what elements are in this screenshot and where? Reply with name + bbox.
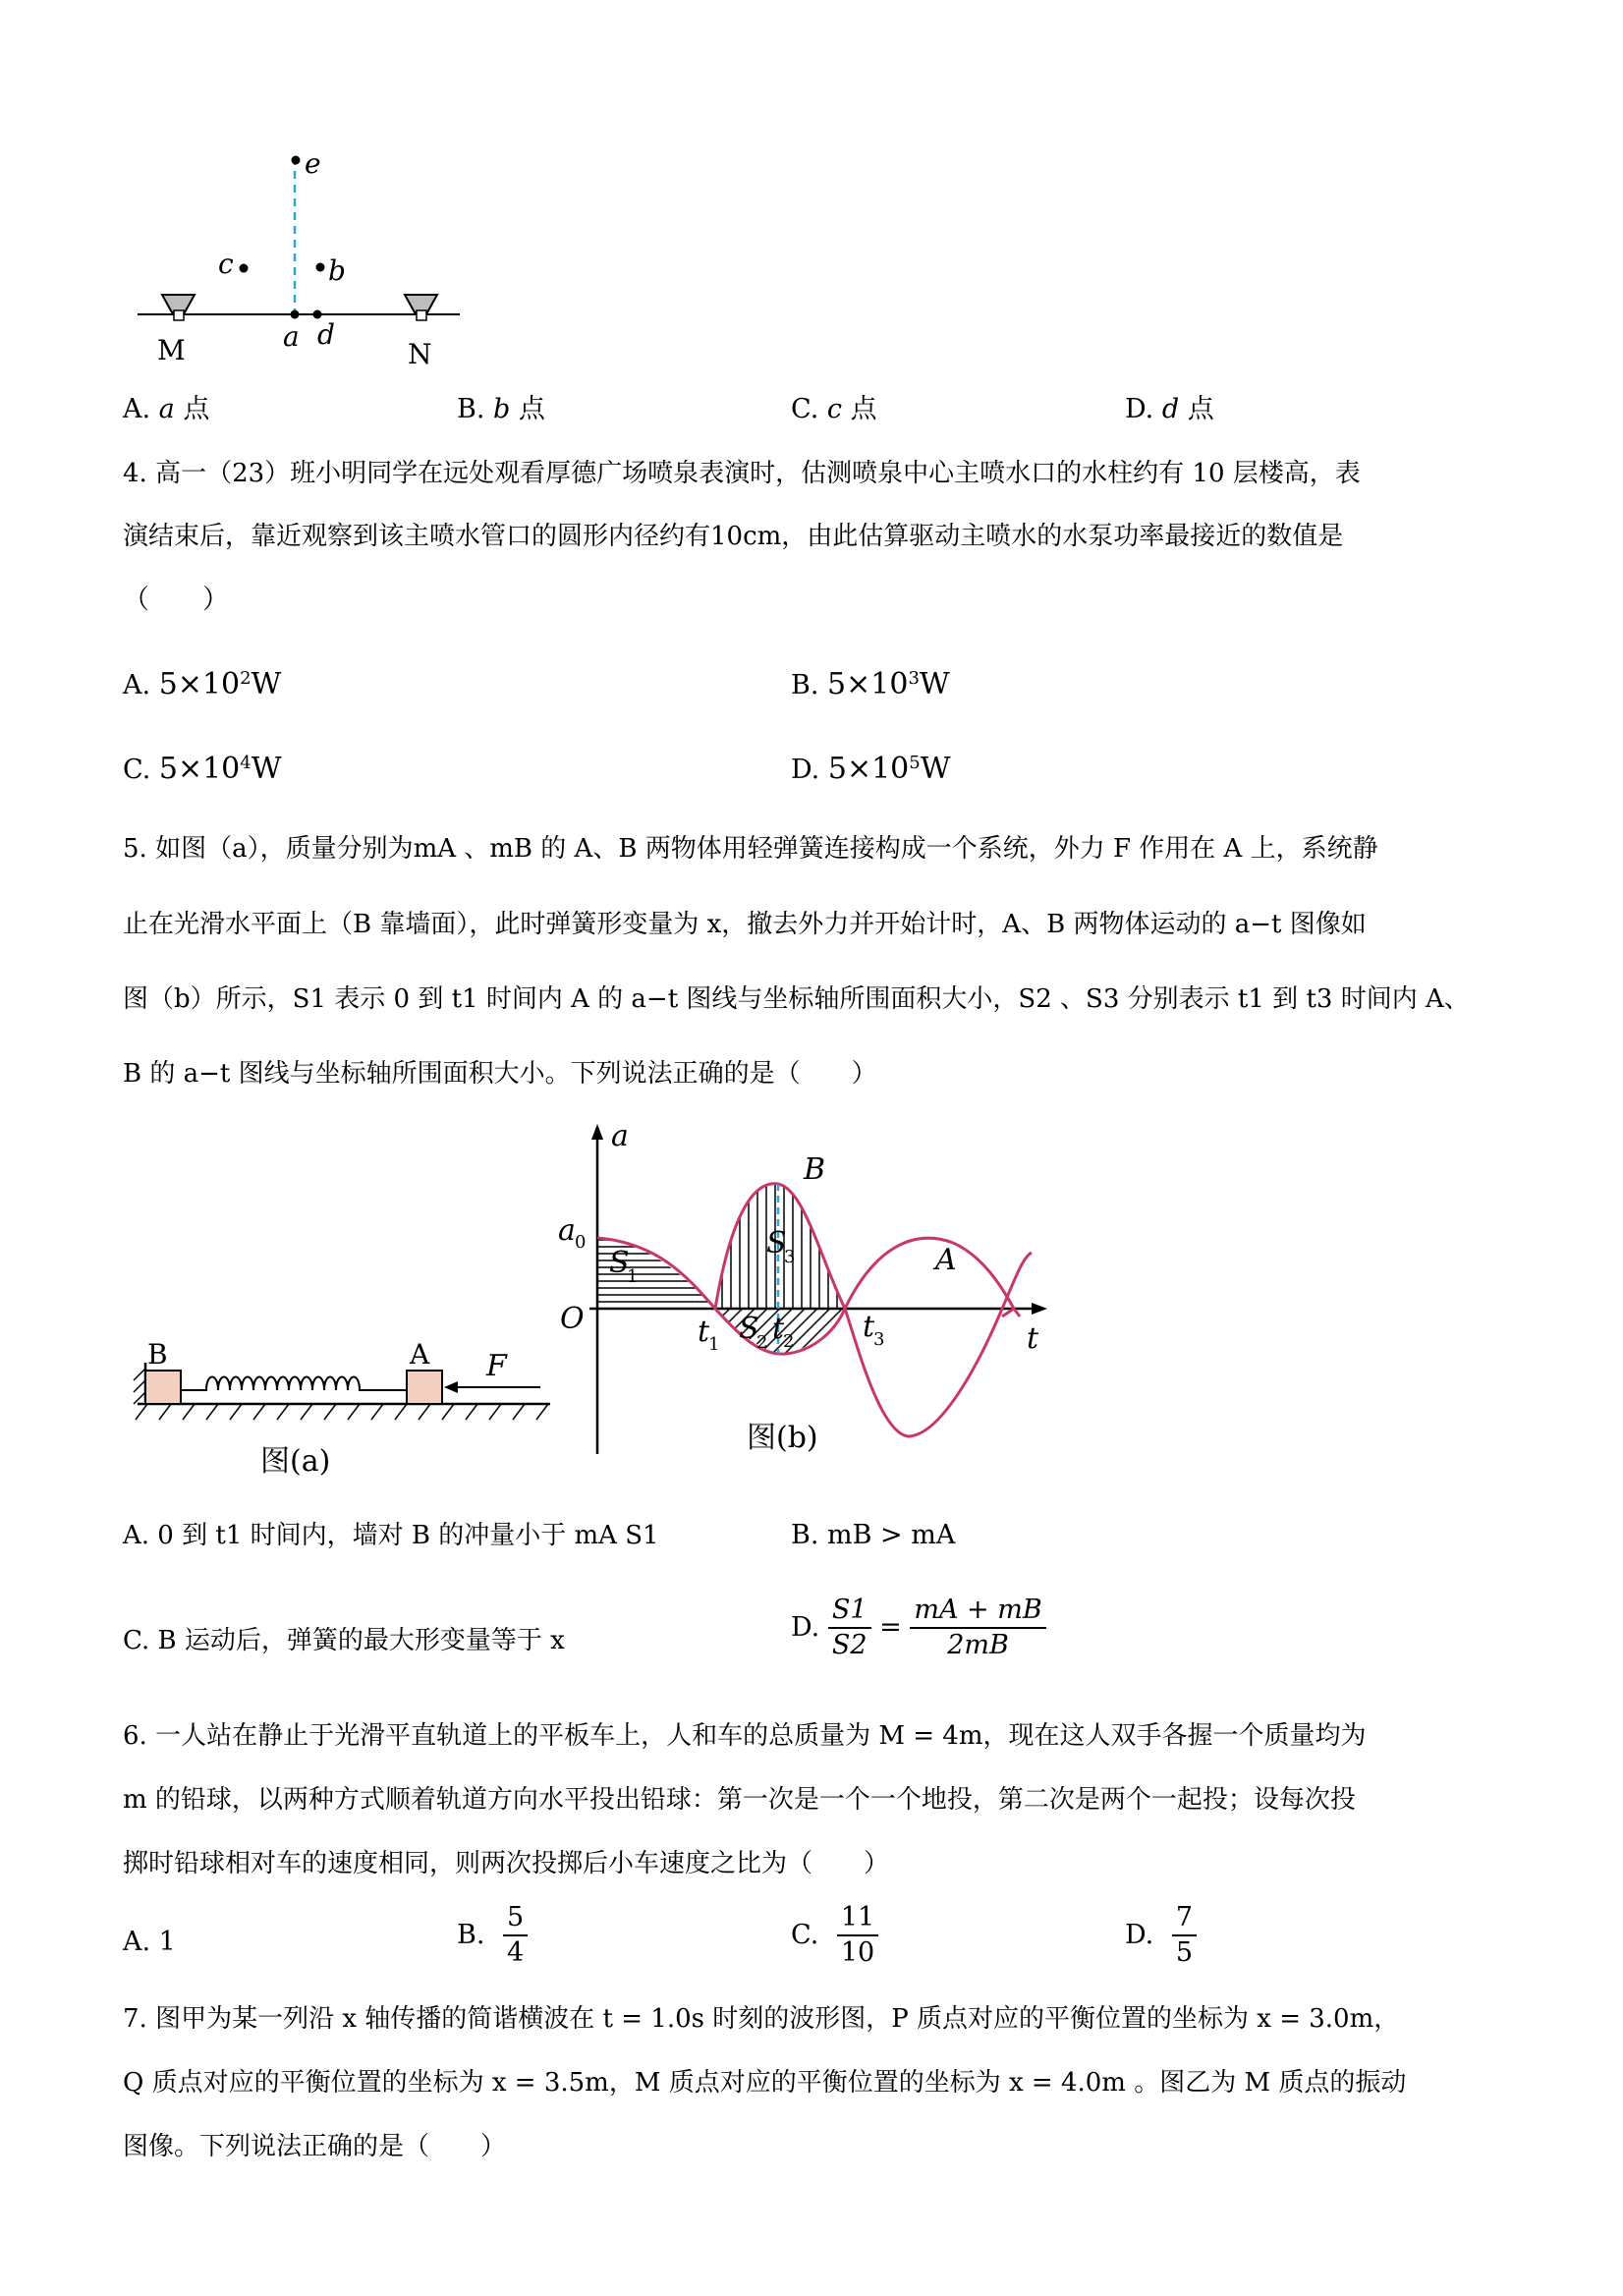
q3-option-a[interactable]: A. a 点 — [123, 394, 210, 424]
t1-label: t — [698, 1315, 710, 1349]
s2-sub: 2 — [756, 1332, 768, 1353]
s3-sub: 3 — [784, 1247, 796, 1267]
q6-stem-line2: m 的铅球，以两种方式顺着轨道方向水平投出铅球：第一次是一个一个地投，第二次是两个一起投；设每次投 — [123, 1785, 1356, 1815]
q3-option-d[interactable]: D. d 点 — [1125, 394, 1214, 424]
point-e-label: e — [305, 147, 321, 180]
axis-a-label: a — [611, 1120, 629, 1153]
q3-option-c[interactable]: C. c 点 — [791, 394, 877, 424]
t2-sub: 2 — [783, 1331, 795, 1352]
block-b — [145, 1371, 181, 1404]
q5-stem-line2: 止在光滑水平面上（B 靠墙面），此时弹簧形变量为 x，撤去外力并开始计时，A、B 两物体运动的 a−t 图像如 — [123, 910, 1367, 939]
block-a — [407, 1371, 442, 1404]
block-a-label: A — [410, 1338, 430, 1371]
q5-stem-line3: 图（b）所示，S1 表示 0 到 t1 时间内 A 的 a−t 图线与坐标轴所围面积大小，S2 、S3 分别表示 t1 到 t3 时间内 A、 — [123, 984, 1470, 1014]
point-d-label: d — [317, 318, 335, 351]
q4-stem-line2: 演结束后，靠近观察到该主喷水管口的圆形内径约有10cm，由此估算驱动主喷水的水泵功率最接近的数值是 — [123, 522, 1344, 551]
curve-a-label: A — [935, 1243, 957, 1277]
q4-option-b[interactable]: B. $5\times 10^3W$ — [791, 667, 950, 701]
curve-b-label: B — [804, 1152, 826, 1187]
q4-stem-line3: （ ） — [123, 585, 229, 615]
speaker-n-icon — [405, 295, 437, 320]
q5-stem-line1: 5. 如图（a），质量分别为mA 、mB 的 A、B 两物体用轻弹簧连接构成一个系统，外力 F 作用在 A 上，系统静 — [123, 834, 1378, 864]
q4-option-a[interactable]: A. $5\times 10^2W$ — [123, 667, 282, 701]
q4-option-c[interactable]: C. $5\times 10^4W$ — [123, 752, 282, 786]
t1-sub: 1 — [708, 1334, 720, 1355]
speaker-figure — [128, 138, 472, 373]
spring — [181, 1377, 407, 1391]
a0-sub: 0 — [575, 1232, 587, 1253]
q6-option-d[interactable]: D. $\frac{7}{5}$ — [1125, 1901, 1197, 1970]
q6-option-a[interactable]: A. 1 — [123, 1927, 176, 1957]
origin-label: O — [560, 1302, 585, 1336]
q6-option-b[interactable]: B. $\frac{5}{4}$ — [457, 1901, 528, 1970]
speaker-m-icon — [162, 295, 195, 320]
point-a-label: a — [283, 320, 300, 353]
block-b-label: B — [147, 1338, 168, 1371]
q5-figure-b — [550, 1120, 1061, 1474]
s1-label: S — [609, 1246, 630, 1280]
q5-option-c[interactable]: C. B 运动后，弹簧的最大形变量等于 x — [123, 1626, 565, 1655]
q7-stem-line1: 7. 图甲为某一列沿 x 轴传播的简谐横波在 t = 1.0s 时刻的波形图，P 质点对应的平衡位置的坐标为 x = 3.0m， — [123, 2004, 1400, 2034]
q5-option-d[interactable]: D. $\frac{S1}{S2}$ = $\frac{mA + mB}{2mB}$ — [791, 1594, 1046, 1662]
q6-option-c[interactable]: C. $\frac{11}{10}$ — [791, 1901, 878, 1970]
point-c-label: c — [218, 248, 234, 280]
q7-stem-line2: Q 质点对应的平衡位置的坐标为 x = 3.5m，M 质点对应的平衡位置的坐标为 x = 4.0m 。图乙为 M 质点的振动 — [123, 2068, 1407, 2098]
axis-t-label: t — [1027, 1321, 1039, 1356]
q5-option-a[interactable]: A. 0 到 t1 时间内，墙对 B 的冲量小于 mA S1 — [123, 1521, 659, 1550]
q7-stem-line3: 图像。下列说法正确的是（ ） — [123, 2132, 507, 2161]
q4-option-d[interactable]: D. $5\times 10^5W$ — [791, 752, 951, 786]
q5-option-b[interactable]: B. mB > mA — [791, 1520, 956, 1550]
t2-label: t — [772, 1312, 785, 1346]
q5-figure-a — [128, 1321, 560, 1488]
force-f-label: F — [486, 1349, 507, 1383]
figure-a-caption: 图(a) — [260, 1444, 331, 1479]
s3-label: S — [766, 1226, 787, 1260]
q3-option-b[interactable]: B. b 点 — [457, 394, 545, 424]
t3-label: t — [863, 1310, 875, 1344]
label-m: M — [157, 334, 186, 366]
figure-b-caption: 图(b) — [747, 1421, 818, 1455]
label-n: N — [408, 338, 432, 370]
a0-label: a — [558, 1213, 576, 1248]
s1-sub: 1 — [627, 1266, 639, 1287]
q6-stem-line1: 6. 一人站在静止于光滑平直轨道上的平板车上，人和车的总质量为 M = 4m，现在这人双手各握一个质量均为 — [123, 1721, 1367, 1751]
q4-stem-line1: 4. 高一（23）班小明同学在远处观看厚德广场喷泉表演时，估测喷泉中心主喷水口的水柱约有 10 层楼高，表 — [123, 459, 1361, 488]
point-b-label: b — [328, 254, 346, 287]
s2-label: S — [739, 1312, 759, 1346]
t3-sub: 3 — [873, 1329, 885, 1350]
q6-stem-line3: 掷时铅球相对车的速度相同，则两次投掷后小车速度之比为（ ） — [123, 1849, 890, 1878]
q5-stem-line4: B 的 a−t 图线与坐标轴所围面积大小。下列说法正确的是（ ） — [123, 1059, 877, 1089]
